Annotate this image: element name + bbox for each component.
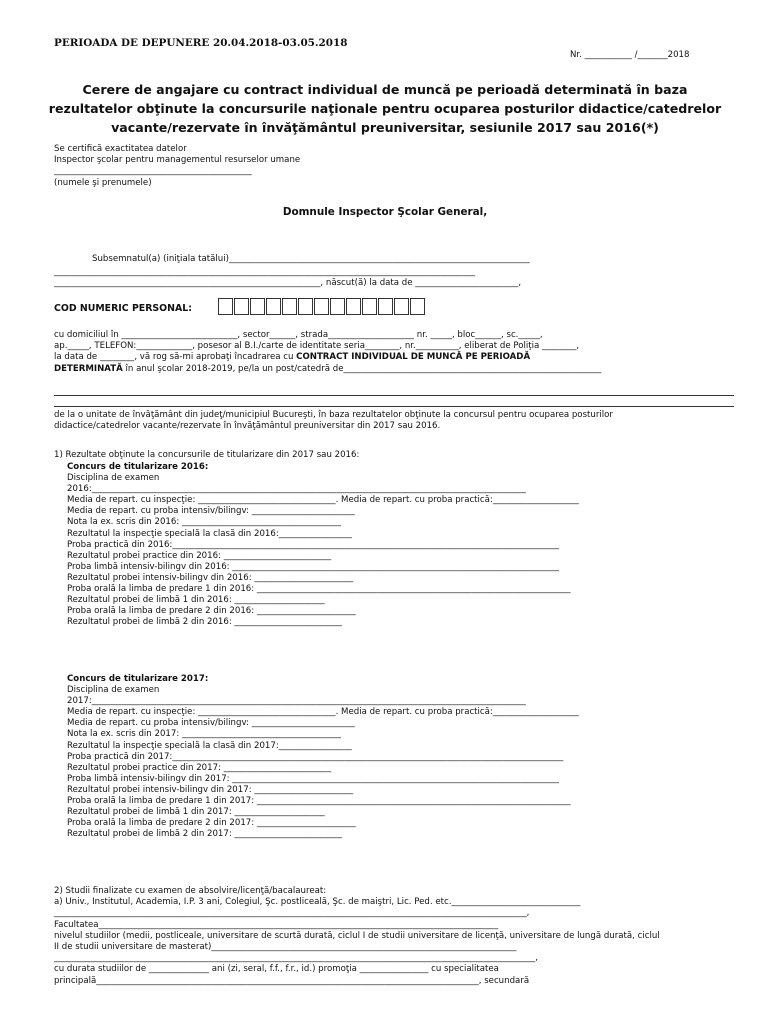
submission-period: PERIOADA DE DEPUNERE 20.04.2018-03.05.2018 <box>54 37 348 49</box>
contest-2017-title: Concurs de titularizare 2017: <box>67 674 209 684</box>
contest-2017-row[interactable]: Proba orală la limba de predare 2 din 2017: _______________________ <box>67 818 356 829</box>
specialty-field[interactable]: principală_________________________________________________________________________________________, secundară <box>54 975 530 986</box>
contest-2016-row[interactable]: Media de repart. cu inspecţie: ________________________________. Media de repart. cu proba practică:____________________ <box>67 495 579 506</box>
contest-2016-row[interactable]: Rezultatul probei de limbă 2 din 2016: _________________________ <box>67 617 342 628</box>
contest-2017-row[interactable]: Rezultatul probei practice din 2017: _________________________ <box>67 762 332 773</box>
domicile-line-3[interactable] <box>54 352 601 363</box>
contest-2016-row[interactable]: Rezultatul probei intensiv-bilingv din 2016: _______________________ <box>67 572 354 583</box>
cnp-digit-box[interactable] <box>250 298 265 315</box>
contest-2017-row: Disciplina de examen <box>67 685 160 696</box>
contest-2016-row[interactable]: Proba limbă intensiv-bilingv din 2016: ____________________________________________________________________________ <box>67 561 559 572</box>
contest-2017-row[interactable]: Proba orală la limba de predare 1 din 2017: _________________________________________________________________________ <box>67 796 571 807</box>
contest-2016-row[interactable]: Rezultatul probei practice din 2016: _________________________ <box>67 550 332 561</box>
contest-2017 <box>67 674 579 840</box>
study-level-continuation[interactable]: ________________________________________________________________________________________________________________, <box>54 953 538 964</box>
title-line-3: vacante/rezervate în învăţământul preuniversitar, sesiunile 2017 sau 2016(*) <box>111 120 659 135</box>
domicile-line-3-text: la data de ________, vă rog să-mi aprobaţi încadrarea cu <box>54 352 297 363</box>
section1-heading: 1) Rezultate obţinute la concursurile de titularizare din 2017 sau 2016: <box>54 450 360 460</box>
title-line-2: rezultatelor obţinute la concursurile naţionale pentru ocuparea posturilor didactice/catedrelor <box>48 101 722 116</box>
applicant-name-field[interactable]: Subsemnatul(a) (iniţiala tatălui)______________________________________________________________________ <box>92 254 530 264</box>
contest-2016-row: Disciplina de examen <box>67 473 160 484</box>
study-duration-field[interactable]: cu durata studiilor de ______________ ani (zi, seral, f.f., f.r., id.) promoţia ________________ cu specialitatea <box>54 964 499 975</box>
contest-2016-title: Concurs de titularizare 2016: <box>67 462 209 472</box>
contest-2016-row[interactable]: Proba practică din 2016:__________________________________________________________________________________________ <box>67 539 560 550</box>
cnp-digit-box[interactable] <box>266 298 281 315</box>
institution-field[interactable]: a) Univ., Institutul, Academia, I.P. 3 ani, Colegiul, Şc. postliceală, Şc. de maiştri, Lic. Ped. etc.______________________________ <box>54 897 581 908</box>
form-title <box>40 80 730 137</box>
contest-2017-row[interactable]: 2017:_____________________________________________________________________________________________________ <box>67 696 526 707</box>
contest-2016-row[interactable]: Media de repart. cu proba intensiv/bilingv: ________________________ <box>67 506 355 517</box>
certify-name-caption: (numele şi prenumele) <box>54 177 152 188</box>
salutation: Domnule Inspector Şcolar General, <box>282 206 488 218</box>
certify-line-2: Inspector şcolar pentru managementul resurselor umane <box>54 155 301 166</box>
certify-line-1: Se certifică exactitatea datelor <box>54 144 187 154</box>
contest-2017-row[interactable]: Proba practică din 2017:___________________________________________________________________________________________ <box>67 751 564 762</box>
contest-2017-row[interactable]: Rezultatul la inspecţie specială la clasă din 2017:_________________ <box>67 740 352 751</box>
contest-2016-row[interactable]: 2016:_____________________________________________________________________________________________________ <box>67 484 526 495</box>
contract-determinate-text: DETERMINATĂ <box>54 363 123 374</box>
school-unit-line-1: de la o unitate de învăţământ din judeţ/municipiul Bucureşti, în baza rezultatelor obţinute la concursul pentru ocuparea posturilor <box>54 410 613 420</box>
contest-2017-row[interactable]: Rezultatul probei intensiv-bilingv din 2017: _______________________ <box>67 784 354 795</box>
institution-continuation[interactable]: ______________________________________________________________________________________________________________, <box>54 908 530 919</box>
contest-2016-row[interactable]: Rezultatul la inspecţie specială la clasă din 2016:_________________ <box>67 528 352 539</box>
school-unit-line-2: didactice/catedrelor vacante/rezervate în învăţământul preuniversitar din 2017 sau 2016. <box>54 421 441 432</box>
cnp-digit-box[interactable] <box>394 298 409 315</box>
domicile-block[interactable] <box>54 330 601 375</box>
cnp-digit-box[interactable] <box>330 298 345 315</box>
contest-2016-row[interactable]: Proba orală la limba de predare 1 din 2016: _________________________________________________________________________ <box>67 584 571 595</box>
contest-2016-row[interactable]: Proba orală la limba de predare 2 din 2016: _______________________ <box>67 606 356 617</box>
cnp-digit-box[interactable] <box>314 298 329 315</box>
birth-date-field[interactable]: ______________________________________________________________, născut(ă) la data de ________________________, <box>54 278 522 288</box>
section2-heading: 2) Studii finalizate cu examen de absolvire/licenţă/bacalaureat: <box>54 886 327 896</box>
certify-block <box>54 144 300 189</box>
blank-line-1[interactable] <box>54 395 734 396</box>
title-line-1: Cerere de angajare cu contract individual de muncă pe perioadă determinată în baza <box>82 82 688 97</box>
contest-2016-row[interactable]: Nota la ex. scris din 2016: _____________________________________ <box>67 517 341 528</box>
contest-2016-row[interactable]: Rezultatul probei de limbă 1 din 2016: _____________________ <box>67 595 325 606</box>
study-level-line-2[interactable]: II de studii universitare de masterat)_______________________________________________________________________ <box>54 942 517 953</box>
cnp-digit-box[interactable] <box>218 298 233 315</box>
contest-2017-row[interactable]: Proba limbă intensiv-bilingv din 2017: ____________________________________________________________________________ <box>67 773 559 784</box>
study-level-line-1: nivelul studiilor (medii, postliceale, universitare de scurtă durată, ciclul I de studii universitare de licenţă, universitare de lungă durată, ciclul <box>54 930 660 941</box>
contest-2017-row[interactable]: Nota la ex. scris din 2017: _____________________________________ <box>67 729 341 740</box>
cnp-digit-box[interactable] <box>234 298 249 315</box>
school-year-text: în anul şcolar 2018-2019, pe/la un post/catedră de____________________________________________________________ <box>122 363 602 374</box>
cnp-boxes[interactable] <box>218 298 426 315</box>
domicile-line-1[interactable]: cu domiciliul în ___________________________, sector______, strada____________________ nr. _____, bloc______, sc._____, <box>54 330 543 340</box>
applicant-name-continuation[interactable]: __________________________________________________________________________________________________ <box>54 267 476 277</box>
cnp-digit-box[interactable] <box>298 298 313 315</box>
contest-2016 <box>67 462 579 628</box>
school-unit-text <box>54 410 613 432</box>
cnp-digit-box[interactable] <box>378 298 393 315</box>
contest-2017-row[interactable]: Rezultatul probei de limbă 2 din 2017: _________________________ <box>67 829 342 840</box>
cnp-digit-box[interactable] <box>362 298 377 315</box>
contest-2017-row[interactable]: Rezultatul probei de limbă 1 din 2017: _____________________ <box>67 807 325 818</box>
domicile-line-2[interactable]: ap._____, TELEFON:_____________, posesor al B.I./carte de identitate seria________, nr.__________, eliberat de Poliţia ________, <box>54 341 580 352</box>
domicile-line-4[interactable] <box>54 364 601 375</box>
cnp-digit-box[interactable] <box>282 298 297 315</box>
cnp-digit-box[interactable] <box>346 298 361 315</box>
registration-number: Nr. ___________ /_______2018 <box>570 50 690 60</box>
faculty-field[interactable]: Facultatea_____________________________________________________________________________________________ <box>54 919 499 930</box>
contract-type-text: CONTRACT INDIVIDUAL DE MUNCĂ PE PERIOADĂ <box>296 352 531 363</box>
section2 <box>54 886 660 987</box>
cnp-label <box>54 303 192 314</box>
contest-2017-row[interactable]: Media de repart. cu proba intensiv/bilingv: ________________________ <box>67 718 355 729</box>
cnp-label-text: COD NUMERIC PERSONAL: <box>54 303 192 314</box>
certify-signature-line: ______________________________________________ <box>54 166 252 177</box>
cnp-digit-box[interactable] <box>410 298 425 315</box>
contest-2017-row[interactable]: Media de repart. cu inspecţie: ________________________________. Media de repart. cu proba practică:____________________ <box>67 707 579 718</box>
blank-line-2[interactable] <box>54 406 734 407</box>
